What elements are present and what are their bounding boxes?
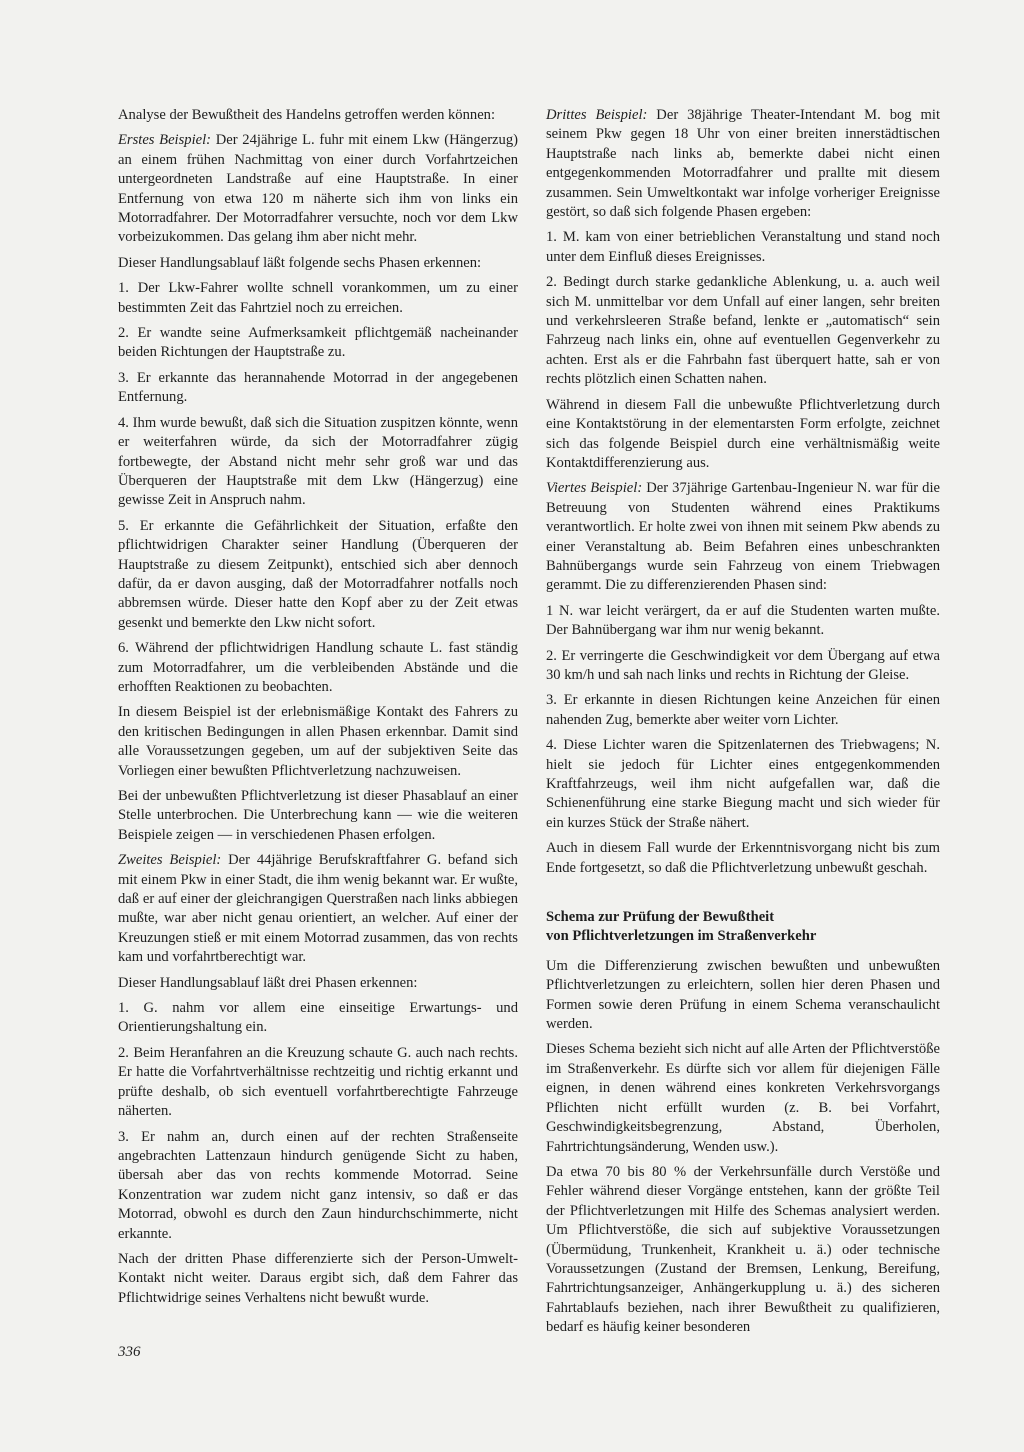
- paragraph: 1. G. nahm vor allem eine einseitige Erwartungs- und Orientierungshaltung ein.: [118, 1000, 518, 1036]
- paragraph: 2. Er wandte seine Aufmerksamkeit pflichtgemäß nacheinander beiden Richtungen der Hauptstraße zu.: [118, 325, 518, 361]
- paragraph: Dieser Handlungsablauf läßt folgende sechs Phasen erkennen:: [118, 254, 482, 271]
- page-number: 336: [118, 1344, 141, 1360]
- section-heading-line: von Pflichtverletzungen im Straßenverkehr: [546, 928, 817, 945]
- paragraph: Drittes Beispiel: Der 38jährige Theater-Intendant M. bog mit seinem Pkw gegen 18 Uhr von einer breiten innerstädtischen Hauptstraße nach links ab, bemerkte dabei nicht einen entgegenkommenden Motorradfahrer und prallte mit diesem zusammen. Sein Umweltkontakt war infolge vorheriger Ereignisse gestört, so daß sich folgende Phasen ergeben:: [546, 107, 940, 221]
- paragraph: Zweites Beispiel: Der 44jährige Berufskraftfahrer G. befand sich mit einem Pkw in einer Stadt, die ihm wenig bekannt war. Er wußte, daß er auf einer der gleichrangigen Querstraßen nach links abbiegen mußte, war aber nicht genau orientiert, an welcher. Auf einer der Kreuzungen stieß er mit einem Motorrad zusammen, das von rechts kam und vorfahrtberechtigt war.: [118, 852, 518, 966]
- paragraph: 4. Diese Lichter waren die Spitzenlaternen des Triebwagens; N. hielt sie jedoch für Lichter eines entgegenkommenden Kraftfahrzeugs, weil ihm nicht aufgefallen war, daß die Schienenführung eine starke Biegung macht und sich wieder für ein kurzes Stück der Straße nähert.: [546, 737, 940, 831]
- section-heading-line: Schema zur Prüfung der Bewußtheit: [546, 909, 775, 926]
- paragraph: Dieses Schema bezieht sich nicht auf alle Arten der Pflichtverstöße im Straßenverkehr. Es dürfte sich vor allem für diejenigen Fälle eignen, in denen während eines konkreten Verkehrsvorgangs Pflichten nicht erfüllt wurden (z. B. bei Vorfahrt, Geschwindigkeitsbegrenzung, Abstand, Überholen, Fahrtrichtungsänderung, Wenden usw.).: [546, 1041, 940, 1155]
- paragraph: Erstes Beispiel: Der 24jährige L. fuhr mit einem Lkw (Hängerzug) an einem frühen Nachmittag von einer durch Vorfahrtzeichen untergeordneten Landstraße auf eine Hauptstraße. In einer Entfernung von etwa 120 m näherte sich ihm von links ein Motorradfahrer. Der Motorradfahrer versuchte, noch vor dem Lkw vorbeizukommen. Das gelang ihm aber nicht mehr.: [118, 132, 518, 246]
- paragraph: Viertes Beispiel: Der 37jährige Gartenbau-Ingenieur N. war für die Betreuung von Studenten während eines Praktikums verantwortlich. Er holte zwei von ihnen mit seinem Pkw abends zu einer Veranstaltung ab. Beim Befahren eines unbeschrankten Bahnübergangs wurde sein Fahrzeug von einem Triebwagen gerammt. Die zu differenzierenden Phasen sind:: [546, 480, 940, 594]
- paragraph: 3. Er erkannte das herannahende Motorrad in der angegebenen Entfernung.: [118, 369, 518, 406]
- example-lead: Viertes Beispiel:: [546, 480, 643, 497]
- right-column: [546, 106, 940, 1344]
- paragraph: 2. Er verringerte die Geschwindigkeit vor dem Übergang auf etwa 30 km/h und sah nach links und rechts in Richtung der Gleise.: [546, 647, 940, 683]
- left-column: [118, 106, 518, 1314]
- paragraph: 6. Während der pflichtwidrigen Handlung schaute L. fast ständig zum Motorradfahrer, um die verbleibenden Abstände und die erhofften Reaktionen zu beobachten.: [118, 640, 518, 695]
- paragraph: 3. Er nahm an, durch einen auf der rechten Straßenseite angebrachten Lattenzaun hindurch genügende Sicht zu haben, übersah aber das von rechts kommende Motorrad. Seine Konzentration war zudem nicht ganz intensiv, so daß er das Motorrad, obwohl es durch den Zaun hindurchschimmerte, nicht erkannte.: [118, 1128, 518, 1242]
- paragraph: Auch in diesem Fall wurde der Erkenntnisvorgang nicht bis zum Ende fortgesetzt, so daß die Pflichtverletzung unbewußt geschah.: [546, 840, 940, 876]
- paragraph: In diesem Beispiel ist der erlebnismäßige Kontakt des Fahrers zu den kritischen Bedingungen in allen Phasen erkennbar. Damit sind alle Voraussetzungen gegeben, um auf der subjektiven Seite das Vorliegen einer bewußten Pflichtverletzung nachzuweisen.: [118, 704, 518, 779]
- paragraph: 1. M. kam von einer betrieblichen Veranstaltung und stand noch unter dem Einfluß dieses Ereignisses.: [546, 229, 940, 265]
- paragraph: 2. Bedingt durch starke gedankliche Ablenkung, u. a. auch weil sich M. unmittelbar vor dem Unfall auf einer langen, sehr breiten und verkehrsleeren Straße befand, lenkte er „automatisch“ sein Fahrzeug nach links ein, ohne auf eventuellen Gegenverkehr zu achten. Erst als er die Fahrbahn fast überquert hatte, sah er von rechts plötzlich einen Schatten nahen.: [546, 274, 940, 388]
- paragraph: 4. Ihm wurde bewußt, daß sich die Situation zuspitzen könnte, wenn er weiterfahren würde, da sich der Motorradfahrer zügig fortbewegte, der Abstand nicht mehr sehr groß war und das Überqueren der Hauptstraße mit dem Lkw (Hängerzug) eine gewisse Zeit in Anspruch nahm.: [118, 414, 518, 509]
- example-lead: Drittes Beispiel:: [546, 107, 648, 123]
- paragraph: 5. Er erkannte die Gefährlichkeit der Situation, erfaßte den pflichtwidrigen Charakter seiner Handlung (Überqueren der Hauptstraße zu diesem Zeitpunkt), entschied sich aber dennoch dafür, da er davon ausging, daß der Motorradfahrer notfalls noch abbremsen würde. Dieser hatte den Kopf aber zu der Zeit etwas gesenkt und bemerkte den Lkw nicht sofort.: [118, 517, 518, 631]
- paragraph: 2. Beim Heranfahren an die Kreuzung schaute G. auch nach rechts. Er hatte die Vorfahrtverhältnisse rechtzeitig und richtig erkannt und prüfte deshalb, ob sich eventuell vorfahrtberechtigte Fahrzeuge näherten.: [118, 1044, 518, 1120]
- section-heading: [546, 908, 940, 947]
- paragraph: Während in diesem Fall die unbewußte Pflichtverletzung durch eine Kontaktstörung in der elementarsten Form erfolgte, zeichnet sich das folgende Beispiel durch eine verhältnismäßig weite Kontaktdifferenzierung aus.: [546, 396, 940, 471]
- paragraph: 1 N. war leicht verärgert, da er auf die Studenten warten mußte. Der Bahnübergang war ihm nur wenig bekannt.: [546, 602, 940, 639]
- paragraph: Dieser Handlungsablauf läßt drei Phasen erkennen:: [118, 974, 418, 991]
- paragraph: 1. Der Lkw-Fahrer wollte schnell vorankommen, um zu einer bestimmten Zeit das Fahrtziel noch zu erreichen.: [118, 280, 518, 316]
- paragraph: 3. Er erkannte in diesen Richtungen keine Anzeichen für einen nahenden Zug, bemerkte aber weiter vorn Lichter.: [546, 692, 940, 728]
- paragraph: Da etwa 70 bis 80 % der Verkehrsunfälle durch Verstöße und Fehler während dieser Vorgänge entstehen, kann der größte Teil der Pflichtverletzungen mit Hilfe des Schemas analysiert werden. Um Pflichtverstöße, die sich auf subjektive Voraussetzungen (Übermüdung, Trunkenheit, Krankheit u. ä.) oder technische Voraussetzungen (Zustand der Bremsen, Lenkung, Bereifung, Fahrtrichtungsanzeiger, Anhängerkupplung u. ä.) des sicheren Fahrtablaufs beziehen, nach ihrer Bewußtheit zu qualifizieren, bedarf es häufig keiner besonderen: [546, 1163, 940, 1336]
- paragraph: Analyse der Bewußtheit des Handelns getroffen werden können:: [118, 107, 496, 123]
- paragraph: Um die Differenzierung zwischen bewußten und unbewußten Pflichtverletzungen zu erleichtern, sollen hier deren Phasen und Formen sowie deren Prüfung in einem Schema veranschaulicht werden.: [546, 957, 940, 1033]
- paragraph: Bei der unbewußten Pflichtverletzung ist dieser Phasablauf an einer Stelle unterbrochen. Die Unterbrechung kann — wie die weiteren Beispiele zeigen — in verschiedenen Phasen erfolgen.: [118, 788, 518, 843]
- example-lead: Erstes Beispiel:: [118, 132, 212, 149]
- paragraph: Nach der dritten Phase differenzierte sich der Person-Umwelt-Kontakt nicht weiter. Daraus ergibt sich, daß dem Fahrer das Pflichtwidrige seines Verhaltens nicht bewußt wurde.: [118, 1250, 518, 1306]
- example-lead: Zweites Beispiel:: [118, 852, 222, 869]
